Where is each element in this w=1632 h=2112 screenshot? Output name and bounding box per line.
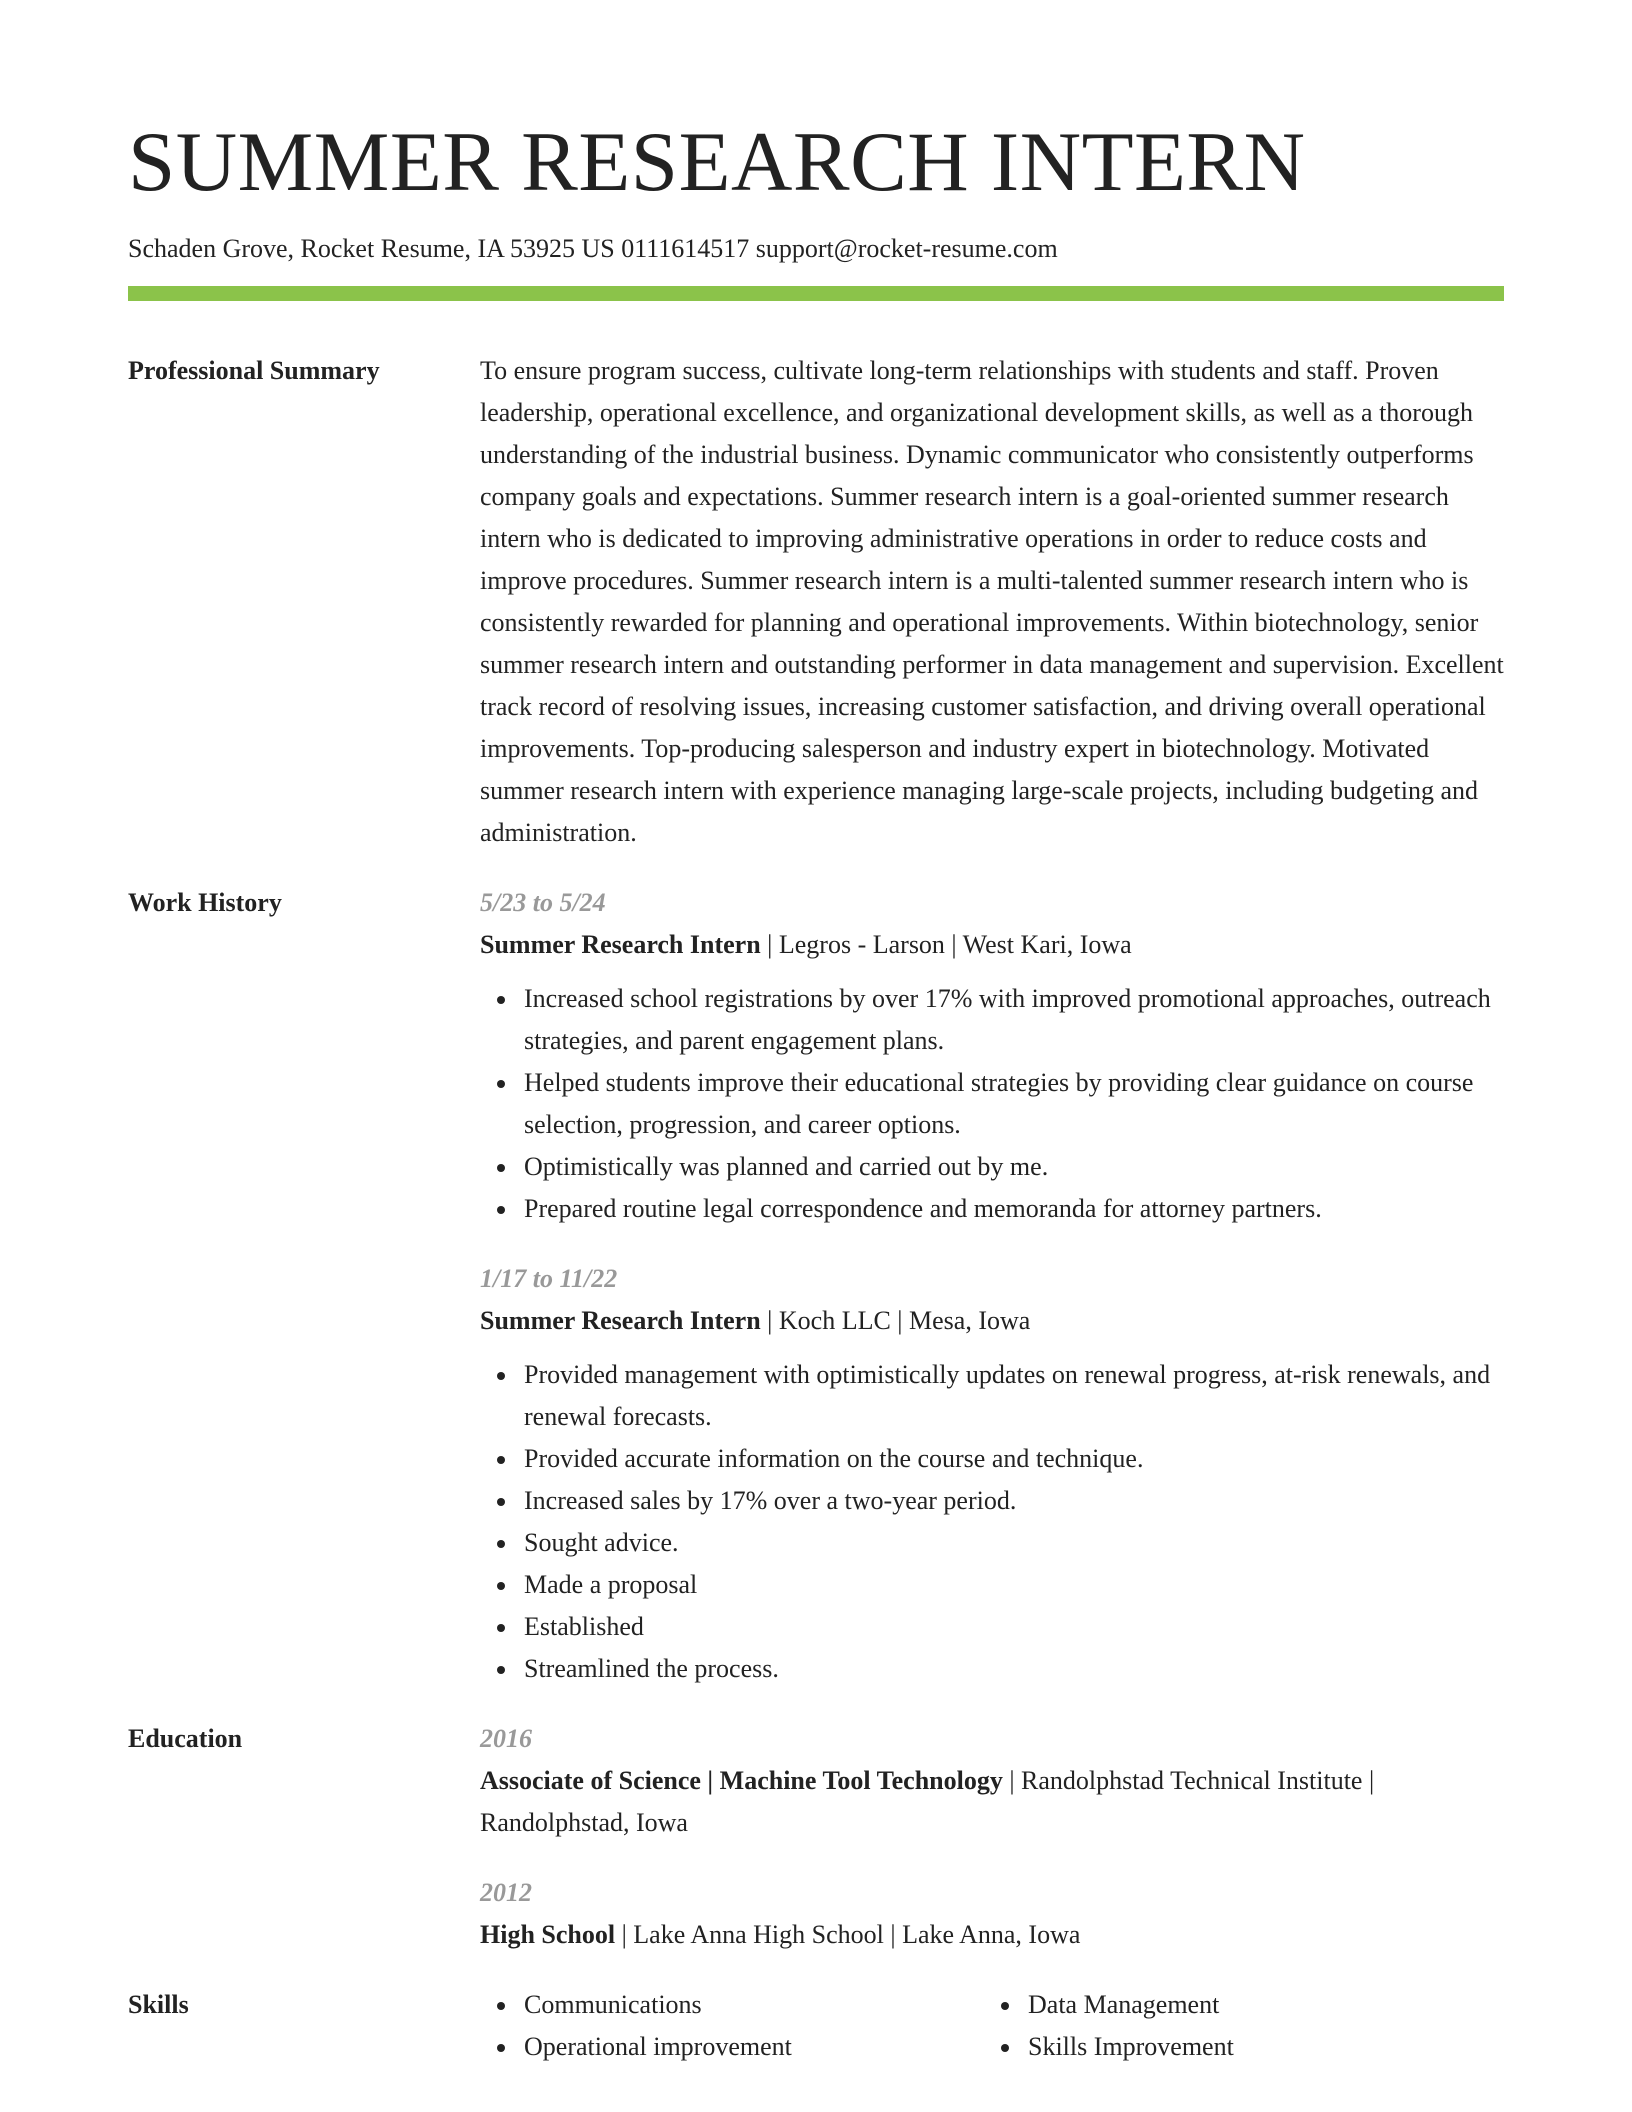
job-bullet: Streamlined the process.: [524, 1648, 1504, 1690]
education-school-location: | Lake Anna High School | Lake Anna, Iowa: [615, 1920, 1081, 1949]
work-history-body: [480, 882, 1504, 1690]
job-bullet-list: [480, 1354, 1504, 1690]
summary-text: To ensure program success, cultivate long-term relationships with students and staff. Proven leadership, operational excellence, and organizational development skills, as well as a thorough understanding of the industrial business. Dynamic communicator who consistently outperforms company goals and expectations. Summer research intern is a goal-oriented summer research intern who is dedicated to improving administrative operations in order to reduce costs and improve procedures. Summer research intern is a multi-talented summer research intern who is consistently rewarded for planning and operational improvements. Within biotechnology, senior summer research intern and outstanding performer in data management and supervision. Excellent track record of resolving issues, increasing customer satisfaction, and driving overall operational improvements. Top-producing salesperson and industry expert in biotechnology. Motivated summer research intern with experience managing large-scale projects, including budgeting and administration.: [480, 356, 1504, 847]
job-bullet: Increased sales by 17% over a two-year period.: [524, 1480, 1504, 1522]
education-line: [480, 1760, 1504, 1844]
resume-name-title: SUMMER RESEARCH INTERN: [128, 115, 1306, 209]
education-line: [480, 1914, 1504, 1956]
job-role-line: [480, 1300, 1504, 1342]
job-entry: [480, 1258, 1504, 1690]
section-work-history: [128, 882, 1504, 1690]
job-dates: 5/23 to 5/24: [480, 888, 606, 917]
job-bullet: Provided management with optimistically updates on renewal progress, at-risk renewals, and renewal forecasts.: [524, 1354, 1504, 1438]
contact-line: Schaden Grove, Rocket Resume, IA 53925 US 0111614517 support@rocket-resume.com: [128, 234, 1058, 263]
skills-column-right: [984, 1984, 1488, 2068]
job-bullet: Increased school registrations by over 17% with improved promotional approaches, outreach strategies, and parent engagement plans.: [524, 978, 1504, 1062]
job-role-line: [480, 924, 1504, 966]
job-title: Summer Research Intern: [480, 930, 761, 959]
education-school-location: | Randolphstad Technical Institute | Randolphstad, Iowa: [480, 1766, 1375, 1837]
summary-body: [480, 350, 1504, 854]
job-dates: 1/17 to 11/22: [480, 1264, 618, 1293]
job-bullet: Established: [524, 1606, 1504, 1648]
skill-item: Communications: [524, 1984, 984, 2026]
education-year: 2012: [480, 1878, 532, 1907]
job-bullet: Made a proposal: [524, 1564, 1504, 1606]
job-bullet: Prepared routine legal correspondence and memoranda for attorney partners.: [524, 1188, 1504, 1230]
section-education: [128, 1718, 1504, 1956]
education-body: [480, 1718, 1504, 1956]
skills-body: [480, 1984, 1504, 2068]
job-bullet: Helped students improve their educational strategies by providing clear guidance on course selection, progression, and career options.: [524, 1062, 1504, 1146]
section-title-skills: Skills: [128, 1990, 189, 2019]
job-bullet: Sought advice.: [524, 1522, 1504, 1564]
education-entry: [480, 1718, 1504, 1844]
job-bullet-list: [480, 978, 1504, 1230]
job-entry: [480, 882, 1504, 1230]
resume-sections: [128, 350, 1504, 2096]
accent-divider: [128, 286, 1504, 301]
job-company-location: | Koch LLC | Mesa, Iowa: [760, 1306, 1031, 1335]
education-degree: High School: [480, 1920, 616, 1949]
section-professional-summary: [128, 350, 1504, 854]
section-title-work-history: Work History: [128, 888, 282, 917]
skill-item: Data Management: [1028, 1984, 1488, 2026]
job-bullet: Optimistically was planned and carried out by me.: [524, 1146, 1504, 1188]
education-degree: Associate of Science | Machine Tool Technology: [480, 1766, 1003, 1795]
skill-item: Skills Improvement: [1028, 2026, 1488, 2068]
section-title-summary: Professional Summary: [128, 356, 380, 385]
section-title-education: Education: [128, 1724, 243, 1753]
education-entry: [480, 1872, 1504, 1956]
job-bullet: Provided accurate information on the course and technique.: [524, 1438, 1504, 1480]
skill-item: Operational improvement: [524, 2026, 984, 2068]
skills-list-right: [984, 1984, 1488, 2068]
skills-column-left: [480, 1984, 984, 2068]
skills-list-left: [480, 1984, 984, 2068]
education-year: 2016: [480, 1724, 532, 1753]
job-company-location: | Legros - Larson | West Kari, Iowa: [760, 930, 1132, 959]
job-title: Summer Research Intern: [480, 1306, 761, 1335]
section-skills: [128, 1984, 1504, 2068]
